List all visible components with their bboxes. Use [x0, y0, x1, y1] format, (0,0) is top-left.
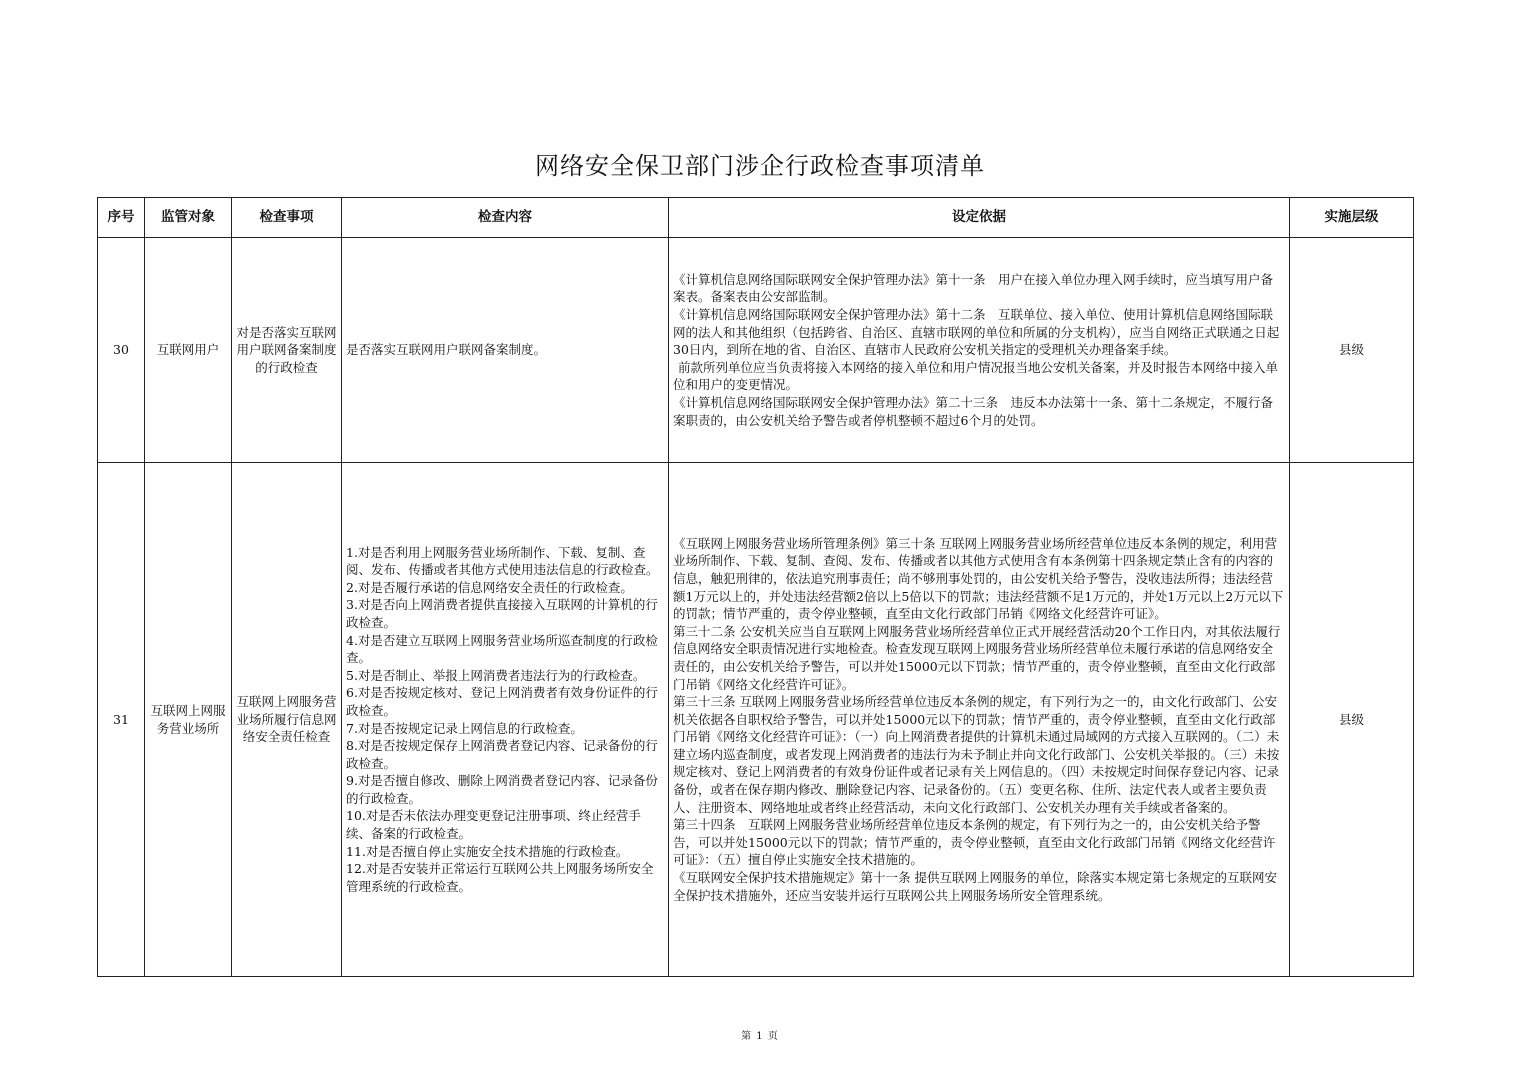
content-line: 4.对是否建立互联网上网服务营业场所巡查制度的行政检查。	[346, 632, 658, 666]
cell-seq: 30	[98, 238, 145, 463]
content-line: 1.对是否利用上网服务营业场所制作、下载、复制、查阅、发布、传播或者其他方式使用违法信息的行政检查。	[346, 544, 659, 578]
content-line: 6.对是否按规定核对、登记上网消费者有效身份证件的行政检查。	[346, 685, 658, 718]
content-line: 12.对是否安装并正常运行互联网公共上网服务场所安全管理系统的行政检查。	[346, 861, 654, 894]
basis-paragraph: 《计算机信息网络国际联网安全保护管理办法》第十二条 互联单位、接入单位、使用计算机信息网络国际联网的法人和其他组织（包括跨省、自治区、直辖市联网的单位和所属的分支机构），应当自网络正式联通之日起30日内，到所在地的省、自治区、直辖市人民政府公安机关指定的受理机关办理备案手续。	[673, 307, 1280, 358]
basis-paragraph: 第三十二条 公安机关应当自互联网上网服务营业场所经营单位正式开展经营活动20个工作日内，对其依法履行信息网络安全职责情况进行实地检查。检查发现互联网上网服务营业场所经营单位未履行承诺的信息网络安全责任的，由公安机关给予警告，可以并处15000元以下罚款；情节严重的，责令停业整顿，直至由文化行政部门吊销《网络文化经营许可证》。	[673, 623, 1281, 692]
table-row	[98, 463, 1414, 977]
basis-paragraph: 前款所列单位应当负责将接入本网络的接入单位和用户情况报当地公安机关备案，并及时报告本网络中接入单位和用户的变更情况。	[673, 359, 1279, 393]
cell-item: 对是否落实互联网用户联网备案制度的行政检查	[232, 238, 342, 463]
basis-paragraph: 《互联网安全保护技术措施规定》第十一条 提供互联网上网服务的单位，除落实本规定第七条规定的互联网安全保护技术措施外，还应当安装并运行互联网公共上网服务场所安全管理系统。	[673, 870, 1277, 903]
basis-paragraph: 第三十三条 互联网上网服务营业场所经营单位违反本条例的规定，有下列行为之一的，由文化行政部门、公安机关依据各自职权给予警告，可以并处15000元以下的罚款；情节严重的，责令停业整顿，直至由文化行政部门吊销《网络文化经营许可证》：（一）向上网消费者提供的计算机未通过局域网的方式接入互联网的。（二）未建立场内巡查制度，或者发现上网消费者的违法行为未予制止并向文化行政部门、公安机关举报的。（三）未按规定核对、登记上网消费者的有效身份证件或者记录有关上网信息的。（四）未按规定时间保存登记内容、记录备份，或者在保存期内修改、删除登记内容、记录备份的。（五）变更名称、住所、法定代表人或者主要负责人、注册资本、网络地址或者终止经营活动，未向文化行政部门、公安机关办理有关手续或者备案的。	[673, 694, 1280, 815]
cell-level: 县级	[1290, 463, 1414, 977]
cell-seq: 31	[98, 463, 145, 977]
table-row	[98, 238, 1414, 463]
content-line: 9.对是否擅自修改、删除上网消费者登记内容、记录备份的行政检查。	[346, 773, 658, 806]
header-seq: 序号	[98, 198, 145, 238]
content-line: 8.对是否按规定保存上网消费者登记内容、记录备份的行政检查。	[346, 738, 658, 771]
cell-content	[342, 463, 669, 977]
header-target: 监管对象	[145, 198, 232, 238]
header-content: 检查内容	[342, 198, 669, 238]
header-basis: 设定依据	[669, 198, 1290, 238]
header-level: 实施层级	[1290, 198, 1414, 238]
inspection-items-table	[97, 197, 1414, 977]
content-line: 2.对是否履行承诺的信息网络安全责任的行政检查。	[346, 579, 633, 595]
cell-content	[342, 238, 669, 463]
cell-basis	[669, 238, 1290, 463]
cell-target: 互联网上网服务营业场所	[145, 463, 232, 977]
content-line: 5.对是否制止、举报上网消费者违法行为的行政检查。	[346, 667, 646, 683]
header-item: 检查事项	[232, 198, 342, 238]
content-line: 是否落实互联网用户联网备案制度。	[346, 342, 547, 358]
basis-paragraph: 《互联网上网服务营业场所管理条例》第三十条 互联网上网服务营业场所经营单位违反本条例的规定，利用营业场所制作、下载、复制、查阅、发布、传播或者以其他方式使用含有本条例第十四条规定禁止含有的内容的信息，触犯刑律的，依法追究刑事责任；尚不够刑事处罚的，由公安机关给予警告，没收违法所得；违法经营额1万元以上的，并处违法经营额2倍以上5倍以下的罚款；违法经营额不足1万元的，并处1万元以上2万元以下的罚款；情节严重的，责令停业整顿，直至由文化行政部门吊销《网络文化经营许可证》。	[673, 535, 1284, 622]
content-line: 10.对是否未依法办理变更登记注册事项、终止经营手续、备案的行政检查。	[346, 808, 641, 842]
document-title: 网络安全保卫部门涉企行政检查事项清单	[535, 152, 985, 180]
basis-paragraph: 《计算机信息网络国际联网安全保护管理办法》第二十三条 违反本办法第十一条、第十二条规定，不履行备案职责的，由公安机关给予警告或者停机整顿不超过6个月的处罚。	[673, 394, 1274, 428]
page-number: 第 1 页	[741, 1031, 779, 1042]
cell-item: 互联网上网服务营业场所履行信息网络安全责任检查	[232, 463, 342, 977]
basis-paragraph: 第三十四条 互联网上网服务营业场所经营单位违反本条例的规定，有下列行为之一的，由公安机关给予警告，可以并处15000元以下的罚款；情节严重的，责令停业整顿，直至由文化行政部门吊销《网络文化经营许可证》：（五）擅自停止实施安全技术措施的。	[673, 817, 1276, 868]
cell-level: 县级	[1290, 238, 1414, 463]
table-header-row	[98, 198, 1414, 238]
content-line: 7.对是否按规定记录上网信息的行政检查。	[346, 720, 583, 736]
content-line: 3.对是否向上网消费者提供直接接入互联网的计算机的行政检查。	[346, 597, 658, 630]
basis-paragraph: 《计算机信息网络国际联网安全保护管理办法》第十一条 用户在接入单位办理入网手续时，应当填写用户备案表。备案表由公安部监制。	[673, 271, 1274, 305]
content-line: 11.对是否擅自停止实施安全技术措施的行政检查。	[346, 843, 629, 859]
cell-basis	[669, 463, 1290, 977]
cell-target: 互联网用户	[145, 238, 232, 463]
